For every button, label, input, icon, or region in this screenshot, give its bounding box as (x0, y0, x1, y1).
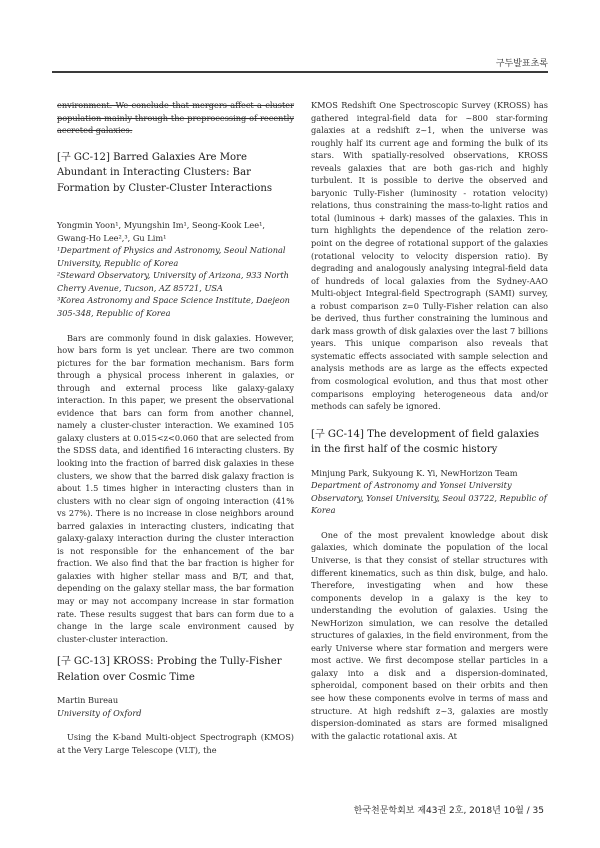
authors-gc14: Minjung Park, Sukyoung K. Yi, NewHorizon Team (311, 467, 518, 478)
page-footer: 한국천문학회보 제43권 2호, 2018년 10월 / 35 (353, 806, 544, 816)
affiliation-gc13: University of Oxford (57, 707, 142, 718)
affiliation-gc14: Department of Astronomy and Yonsei University Observatory, Yonsei University, Seoul 03722, Republic of Korea (311, 480, 547, 516)
abstract-title-gc12: [구 GC-12] Barred Galaxies Are More Abundant in Interacting Clusters: Bar Formation by Cluster-Cluster Interactions (57, 151, 273, 194)
affiliation-gc12-3: ³Korea Astronomy and Space Science Institute, Daejeon 305-348, Republic of Korea (57, 295, 290, 318)
header-rule (52, 71, 548, 73)
abstract-title-gc13: [구 GC-13] KROSS: Probing the Tully-Fisher Relation over Cosmic Time (57, 656, 282, 683)
abstract-body-gc14: One of the most prevalent knowledge about disk galaxies, which dominate the population of the local Universe, is that they consist of stellar structures with different kinematics, such as thin disk, bulge, and halo. Therefore, investigating when and how these components develop in a galaxy is the key to understanding the evolution of galaxies. Using the NewHorizon simulation, we can resolve the detailed structures of galaxies, in the field environment, from the early Universe where star formation and mergers were most active. We first decompose stellar particles in a galaxy into a disk and a dispersion-dominated, spheroidal, component based on their orbits and then see how these components evolve in terms of mass and structure. At high redshift z~3, galaxies are mostly dispersion-dominated as stars are formed misaligned with the galactic rotational axis. At (311, 529, 548, 741)
left-column (57, 99, 294, 756)
abstract-body-gc13-part2: KMOS Redshift One Spectroscopic Survey (KROSS) has gathered integral-field data for ~800 star-forming galaxies at a redshift z~1, when the universe was roughly half its current age and forming the bulk of its stars. With spatially-resolved observations, KROSS reveals galaxies that are both gas-rich and highly turbulent. It is possible to derive the observed and baryonic Tully-Fisher (luminosity - rotation velocity) relations, thus constraining the mass-to-light ratios and total (luminous + dark) masses of the galaxies. This in turn highlights the dependence of the relation zero-point on the degree of rotational support of the galaxies (rotational velocity to velocity dispersion ratio). By degrading and analogously analysing integral-field data of hundreds of local galaxies from the Sydney-AAO Multi-object Integral-field Spectrograph (SAMI) survey, a robust comparison z=0 Tully-Fisher relation can also be derived, thus further constraining the luminous and dark mass growth of disk galaxies over the last 7 billions years. This unique comparison also reveals that systematic effects associated with sample selection and analysis methods are as large as the effects expected from cosmological evolution, and thus that most other comparisons employing heterogeneous data and/or methods can safely be ignored. (311, 100, 548, 412)
section-label: 구두발표초록 (495, 59, 548, 69)
affiliation-gc12-2: ²Steward Observatory, University of Arizona, 933 North Cherry Avenue, Tucson, AZ 85721, USA (57, 270, 289, 293)
right-column (311, 99, 548, 742)
abstract-body-gc13-part1: Using the K-band Multi-object Spectrograph (KMOS) at the Very Large Telescope (VLT), the (57, 732, 294, 755)
authors-gc13: Martin Bureau (57, 695, 119, 706)
authors-gc12: Yongmin Yoon¹, Myungshin Im¹, Seong-Kook Lee¹, Gwang-Ho Lee²,³, Gu Lim¹ (57, 220, 265, 243)
abstract-title-gc14: [구 GC-14] The development of field galaxies in the first half of the cosmic history (311, 428, 540, 456)
previous-abstract-ending: environment. We conclude that mergers affect a cluster population mainly through the preprocessing of recently accreted galaxies. (57, 100, 294, 136)
abstract-body-gc12: Bars are commonly found in disk galaxies. However, how bars form is yet unclear. There are two common pictures for the bar formation mechanism. Bars form through a physical process inherent in galaxies, or through and external process like galaxy-galaxy interaction. In this paper, we present the observational evidence that bars can form from another channel, namely a cluster-cluster interaction. We examined 105 galaxy clusters at 0.015<z<0.060 that are selected from the SDSS data, and identified 16 interacting clusters. By looking into the fraction of barred disk galaxies in these clusters, we show that the barred disk galaxy fraction is about 1.5 times higher in interacting clusters than in clusters with no clear sign of ongoing interaction (41% vs 27%). There is no increase in close neighbors around barred galaxies in interacting clusters, indicating that galaxy-galaxy interaction during the cluster interaction is not responsible for the enhancement of the bar fraction. We also find that the bar fraction is higher for galaxies with higher stellar mass and B/T, and that, depending on the galaxy stellar mass, the bar formation may or may not accompany increase in star formation rate. These results suggest that bars can form due to a change in the large scale environment caused by cluster-cluster interaction. (57, 332, 294, 644)
affiliation-gc12-1: ¹Department of Physics and Astronomy, Seoul National University, Republic of Korea (57, 245, 286, 268)
